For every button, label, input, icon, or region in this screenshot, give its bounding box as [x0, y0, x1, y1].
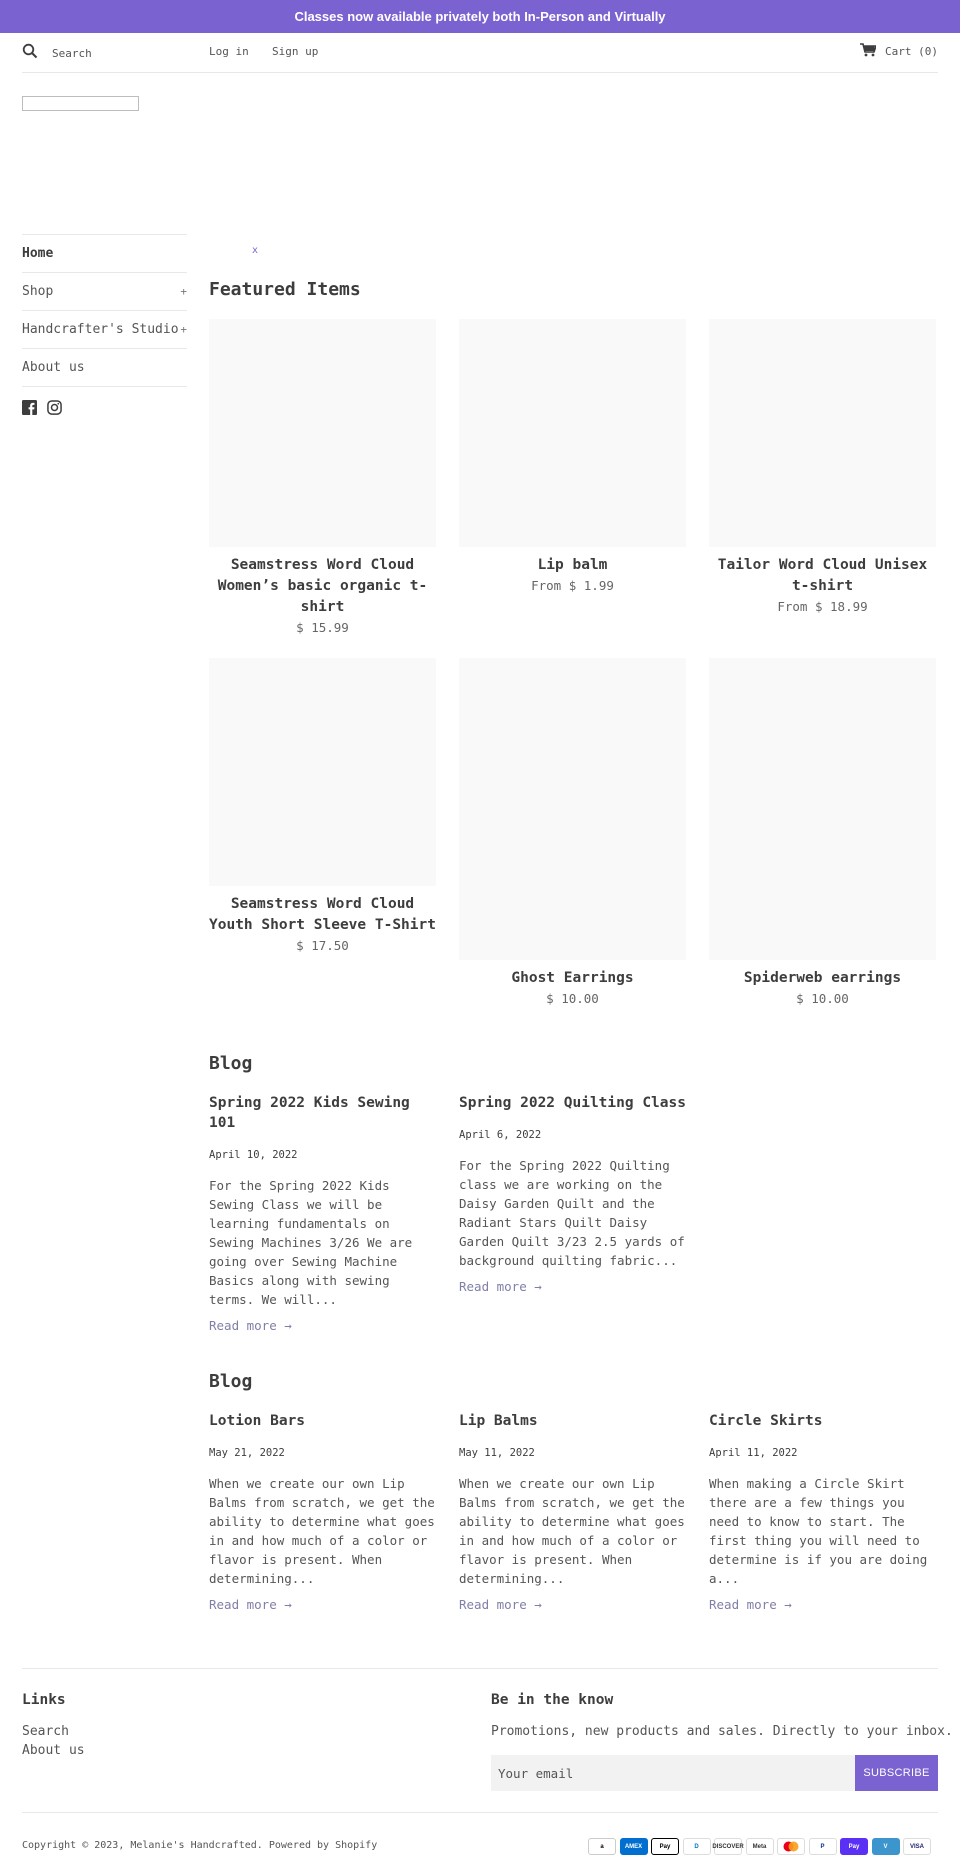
post-date: April 10, 2022 [209, 1149, 298, 1161]
cart-link[interactable] [860, 43, 938, 60]
read-more-link[interactable]: Read more → [459, 1279, 542, 1294]
sidebar-item-label: About us [22, 360, 85, 375]
apple-pay-icon: Pay [651, 1838, 679, 1855]
read-more-link[interactable]: Read more → [709, 1597, 792, 1612]
product-price: $ 10.00 [796, 991, 849, 1006]
blog-post [209, 1411, 436, 1612]
product-name[interactable]: Spiderweb earrings [743, 970, 902, 986]
login-link[interactable]: Log in [209, 45, 249, 58]
product-name[interactable]: Seamstress Word Cloud Youth Short Sleeve T-Shirt [209, 896, 436, 933]
sidebar-item-shop[interactable] [22, 273, 187, 311]
post-date: May 21, 2022 [209, 1447, 285, 1459]
expand-icon[interactable]: + [180, 323, 187, 336]
instagram-icon[interactable] [47, 400, 62, 419]
product-card[interactable] [459, 658, 686, 1008]
paypal-icon: P [809, 1838, 837, 1855]
footer-divider [22, 1668, 938, 1669]
footer-divider [22, 1812, 938, 1813]
signup-link[interactable]: Sign up [272, 45, 319, 58]
header-bar [22, 33, 938, 73]
expand-icon[interactable]: + [180, 285, 187, 298]
sidebar-item-about-us[interactable] [22, 349, 187, 387]
post-excerpt: When we create our own Lip Balms from scratch, we get the ability to determine what goes in and how much of a color or flavor is present. When determining... [209, 1476, 435, 1586]
product-image[interactable] [459, 658, 686, 960]
product-price: $ 17.50 [296, 938, 349, 953]
footer-links-title: Links [22, 1692, 66, 1708]
blog-post [459, 1411, 686, 1612]
product-card[interactable] [459, 319, 686, 595]
post-date: April 6, 2022 [459, 1129, 542, 1141]
blog-post [709, 1411, 936, 1612]
product-card[interactable] [209, 319, 436, 637]
read-more-link[interactable]: Read more → [209, 1597, 292, 1612]
post-excerpt: When we create our own Lip Balms from scratch, we get the ability to determine what goes in and how much of a color or flavor is present. When determining... [459, 1476, 685, 1586]
sidebar-item-handcrafters-studio[interactable] [22, 311, 187, 349]
sidebar-item-label: Home [22, 246, 54, 261]
sidebar-item-label: Handcrafter's Studio [22, 322, 179, 337]
mastercard-icon [777, 1838, 805, 1855]
search-icon[interactable] [22, 43, 38, 63]
cart-icon [860, 43, 885, 60]
cart-label: Cart (0) [885, 45, 938, 58]
blog-title: Blog [209, 1371, 253, 1392]
sidebar-item-home[interactable] [22, 235, 187, 273]
post-excerpt: For the Spring 2022 Quilting class we are working on the Daisy Garden Quilt and the Radiant Stars Quilt Daisy Garden Quilt 3/23 2.5 yards of background quilting fabric... [459, 1158, 685, 1268]
diners-club-icon: D [683, 1838, 711, 1855]
product-card[interactable] [709, 319, 936, 616]
site-logo[interactable] [22, 96, 139, 111]
product-image[interactable] [709, 319, 936, 547]
featured-title: Featured Items [209, 279, 361, 300]
post-excerpt: When making a Circle Skirt there are a few things you need to know to start. The first thing you will need to determine is if you are doing a... [709, 1476, 928, 1586]
post-title[interactable]: Lotion Bars [209, 1413, 306, 1429]
meta-pay-icon: Meta [746, 1838, 774, 1855]
product-card[interactable] [709, 658, 936, 1008]
footer-link-search[interactable]: Search [22, 1724, 69, 1739]
newsletter-title: Be in the know [491, 1692, 614, 1708]
product-name[interactable]: Seamstress Word Cloud Women’s basic organic t-shirt [217, 557, 428, 615]
post-date: May 11, 2022 [459, 1447, 535, 1459]
discover-icon: DISCOVER [714, 1838, 742, 1855]
read-more-link[interactable]: Read more → [459, 1597, 542, 1612]
social-links [22, 400, 62, 419]
product-image[interactable] [459, 319, 686, 547]
post-title[interactable]: Circle Skirts [709, 1413, 823, 1429]
copyright-text: Copyright © 2023, Melanie's Handcrafted. Powered by Shopify [22, 1840, 378, 1851]
product-price: $ 15.99 [296, 620, 349, 635]
search-input[interactable] [52, 47, 162, 60]
sidebar-item-label: Shop [22, 284, 54, 299]
product-card[interactable] [209, 658, 436, 955]
product-image[interactable] [209, 319, 436, 547]
blog-post [459, 1093, 686, 1294]
post-title[interactable]: Lip Balms [459, 1413, 538, 1429]
email-field[interactable] [491, 1755, 855, 1791]
product-price: From $ 1.99 [531, 578, 614, 593]
footer-link-about-us[interactable]: About us [22, 1743, 85, 1758]
post-date: April 11, 2022 [709, 1447, 798, 1459]
post-title[interactable]: Spring 2022 Quilting Class [459, 1095, 686, 1111]
blog-post [209, 1093, 436, 1333]
visa-icon: VISA [903, 1838, 931, 1855]
product-name[interactable]: Tailor Word Cloud Unisex t-shirt [717, 557, 928, 594]
blog-title: Blog [209, 1053, 253, 1074]
facebook-icon[interactable] [22, 400, 37, 419]
product-image[interactable] [709, 658, 936, 960]
newsletter-text: Promotions, new products and sales. Directly to your inbox. [491, 1724, 953, 1739]
american-express-icon: AMEX [620, 1838, 648, 1855]
sidebar-nav [22, 234, 187, 387]
product-price: $ 10.00 [546, 991, 599, 1006]
amazon-icon: a [588, 1838, 616, 1855]
broken-image-icon: x [252, 245, 259, 256]
product-name[interactable]: Lip balm [537, 557, 608, 573]
subscribe-button[interactable]: SUBSCRIBE [855, 1755, 938, 1791]
product-image[interactable] [209, 658, 436, 886]
post-excerpt: For the Spring 2022 Kids Sewing Class we will be learning fundamentals on Sewing Machines 3/26 We are going over Sewing Machine Basics along with sewing terms. We will... [209, 1178, 413, 1307]
venmo-icon: V [872, 1838, 900, 1855]
read-more-link[interactable]: Read more → [209, 1318, 292, 1333]
post-title[interactable]: Spring 2022 Kids Sewing 101 [209, 1095, 410, 1131]
search-form [22, 42, 172, 64]
product-price: From $ 18.99 [777, 599, 868, 614]
shop-pay-icon: Pay [840, 1838, 868, 1855]
announcement-bar: Classes now available privately both In-Person and Virtually [0, 0, 960, 33]
product-name[interactable]: Ghost Earrings [511, 970, 634, 986]
